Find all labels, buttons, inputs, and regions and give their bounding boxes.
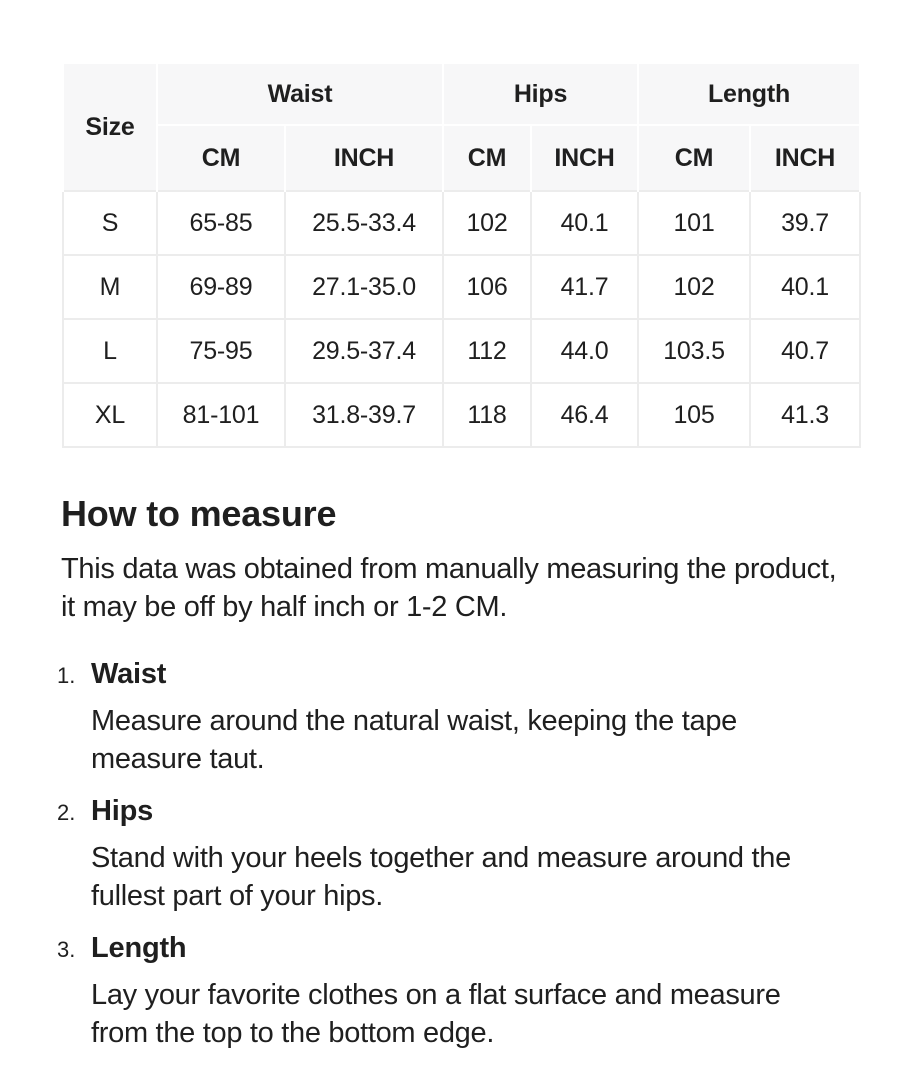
list-item-length (57, 928, 861, 1052)
description-line: Stand with your heels together and measure around the (91, 842, 791, 874)
description-line: from the top to the bottom edge. (91, 1017, 495, 1049)
table-row-s (63, 191, 860, 255)
step-title-row (57, 928, 861, 970)
hips-cm-cell: 112 (443, 319, 531, 383)
measure-disclaimer (61, 550, 861, 626)
size-chart-body (63, 191, 860, 447)
list-item-hips (57, 791, 861, 915)
description-line: fullest part of your hips. (91, 880, 384, 912)
length-cm-cell: 103.5 (638, 319, 750, 383)
hips-inch-cell: 40.1 (531, 191, 638, 255)
header-unit-row (63, 125, 860, 191)
step-title: Length (91, 932, 187, 964)
size-cell: S (63, 191, 157, 255)
length-inch-cell: 39.7 (750, 191, 860, 255)
size-cell: M (63, 255, 157, 319)
unit-header-length-cm: CM (638, 125, 750, 191)
how-to-measure-heading: How to measure (61, 493, 337, 534)
size-cell: XL (63, 383, 157, 447)
col-header-waist: Waist (157, 63, 443, 125)
waist-cm-cell: 75-95 (157, 319, 285, 383)
hips-cm-cell: 118 (443, 383, 531, 447)
size-chart-header (63, 63, 860, 191)
step-description (91, 702, 861, 778)
step-description (91, 839, 861, 915)
step-title-row (57, 654, 861, 696)
unit-header-hips-inch: INCH (531, 125, 638, 191)
size-chart-table (62, 62, 861, 448)
waist-inch-cell: 31.8-39.7 (285, 383, 443, 447)
table-row-xl (63, 383, 860, 447)
description-line: Lay your favorite clothes on a flat surface and measure (91, 979, 781, 1011)
step-title-row (57, 791, 861, 833)
table-row-l (63, 319, 860, 383)
description-line: measure taut. (91, 743, 265, 775)
unit-header-waist-inch: INCH (285, 125, 443, 191)
waist-inch-cell: 27.1-35.0 (285, 255, 443, 319)
unit-header-hips-cm: CM (443, 125, 531, 191)
length-inch-cell: 40.7 (750, 319, 860, 383)
waist-inch-cell: 25.5-33.4 (285, 191, 443, 255)
step-description (91, 976, 861, 1052)
length-inch-cell: 40.1 (750, 255, 860, 319)
step-title: Waist (91, 658, 167, 690)
hips-inch-cell: 46.4 (531, 383, 638, 447)
table-row-m (63, 255, 860, 319)
col-header-hips: Hips (443, 63, 638, 125)
waist-cm-cell: 65-85 (157, 191, 285, 255)
length-inch-cell: 41.3 (750, 383, 860, 447)
disclaimer-line: This data was obtained from manually measuring the product, (61, 553, 837, 585)
waist-cm-cell: 81-101 (157, 383, 285, 447)
disclaimer-line: it may be off by half inch or 1-2 CM. (61, 591, 508, 623)
col-header-size: Size (63, 63, 157, 191)
length-cm-cell: 102 (638, 255, 750, 319)
length-cm-cell: 105 (638, 383, 750, 447)
step-title: Hips (91, 795, 154, 827)
hips-cm-cell: 102 (443, 191, 531, 255)
list-number: 1. (57, 663, 76, 688)
waist-cm-cell: 69-89 (157, 255, 285, 319)
col-header-length: Length (638, 63, 860, 125)
hips-inch-cell: 41.7 (531, 255, 638, 319)
size-cell: L (63, 319, 157, 383)
description-line: Measure around the natural waist, keeping the tape (91, 705, 737, 737)
hips-inch-cell: 44.0 (531, 319, 638, 383)
length-cm-cell: 101 (638, 191, 750, 255)
unit-header-length-inch: INCH (750, 125, 860, 191)
hips-cm-cell: 106 (443, 255, 531, 319)
list-number: 2. (57, 800, 76, 825)
unit-header-waist-cm: CM (157, 125, 285, 191)
list-item-waist (57, 654, 861, 778)
waist-inch-cell: 29.5-37.4 (285, 319, 443, 383)
measure-steps-list (57, 654, 861, 1052)
list-number: 3. (57, 937, 76, 962)
header-group-row (63, 63, 860, 125)
